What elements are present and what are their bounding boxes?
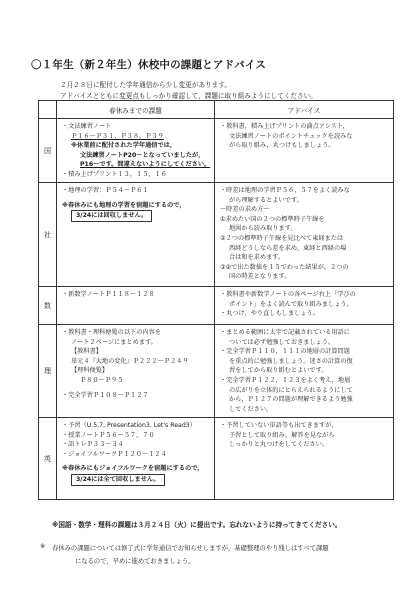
task-line: ノート２ページにまとめます。 xyxy=(71,338,157,346)
task-line: 文法練習ノートP20～となっていましたが， xyxy=(80,151,205,159)
table-header-row xyxy=(39,101,394,119)
tasks-science xyxy=(57,325,215,418)
advice-line: がら理解するとよいです。 xyxy=(229,196,303,204)
advice-line: ②２つの標準時子午線を見比べて東経または xyxy=(220,234,344,242)
task-line: ・完全学習Ｐ１０８～Ｐ１２７ xyxy=(62,391,149,399)
advice-line: ③②で出た数値を１５でわった結果が，２つの xyxy=(220,263,349,271)
tasks-math xyxy=(57,287,215,325)
advice-line: ・予習していない単語等も出てきますが， xyxy=(220,422,338,429)
advice-line: ・完全学習Ｐ１２２，１２３をよく考え，地層 xyxy=(220,376,351,384)
task-line: ・ジョイフルワークＰ１２０～１２４ xyxy=(62,450,167,458)
tasks-english xyxy=(57,418,215,500)
advice-line: ・まとめる範囲に太字で記載されている用語に xyxy=(220,329,350,336)
advice-line: ・教科書や新数学ノートの各ページ右上「学びの xyxy=(220,291,356,298)
task-line: 【理科便覧】 xyxy=(71,367,109,375)
task-line: 単元４『大地の変化』Ｐ２２２～Ｐ２４９ xyxy=(71,357,189,365)
advice-social xyxy=(215,183,394,287)
table-row-english xyxy=(39,418,394,500)
task-line: Ｐ８０～Ｐ９５ xyxy=(80,376,124,384)
subject-japanese: 国 xyxy=(39,119,57,183)
table-row-math xyxy=(39,287,394,325)
task-line: ※休業前に配付された学年通信では， xyxy=(71,142,177,150)
task-line: ・予習（U.5,7, Presentation3, Let's Read3） xyxy=(62,422,196,429)
advice-english xyxy=(215,418,394,500)
closing-note-line-2: になるので，早めに進めておきましょう。 xyxy=(75,558,195,565)
no-collection-badge: 3/24には全て回収しません。 xyxy=(71,474,165,486)
table-row-japanese xyxy=(39,119,394,183)
task-line: ・新数学ノートＰ１１８～１２８ xyxy=(62,291,155,298)
advice-line: ・丸つけ，やり直しもしましょう。 xyxy=(220,310,319,318)
advice-line: ついては必ず勉強しておきましょう。 xyxy=(229,338,335,346)
tasks-japanese xyxy=(57,119,215,183)
advice-math xyxy=(215,287,394,325)
header-advice: アドバイス xyxy=(215,101,394,119)
tasks-social xyxy=(57,183,215,287)
task-line: ※春休みにもジョイフルワークを宿題にするので， xyxy=(62,465,204,473)
advice-line: から，Ｐ１２７の問題が理解できるよう勉強 xyxy=(229,396,353,404)
task-line: P16～です。間違えないようにしてください。 xyxy=(80,161,211,169)
advice-line: を重点的に勉強しましょう。迷さの計算の復 xyxy=(229,357,353,365)
header-subject xyxy=(39,101,57,119)
advice-line: ・時差は地理の学習Ｐ５６，５７をよく読みな xyxy=(220,187,350,194)
advice-line: 文法練習ノートのポイントチェックを読みな xyxy=(229,132,353,140)
task-line: ・語トレＰ３３～３４ xyxy=(62,441,124,449)
subject-social: 社 xyxy=(39,183,57,287)
advice-line: ～時差の求め方～ xyxy=(220,206,270,214)
submission-deadline-note: ※国語・数学・理科の課題は３月２４日（火）に提出です。忘れないように持ってきてください。 xyxy=(52,521,342,529)
no-collection-badge: 3/24には回収しません。 xyxy=(71,210,152,222)
advice-line: ・完全学習Ｐ１１０，１１１の地層の計算問題 xyxy=(220,348,350,356)
advice-line: がら取り組み，丸つけもしましょう。 xyxy=(229,142,335,150)
table-row-science xyxy=(39,325,394,418)
task-line: ・教科書・理科便覧の以下の内容を xyxy=(62,329,161,336)
subject-science: 理 xyxy=(39,325,57,418)
advice-line: ・教科書，積み上げプリントの満点アシスト， xyxy=(220,123,349,130)
note-mark: ※ xyxy=(40,543,46,550)
task-line: ・地理の学習：Ｐ５４～Ｐ６１ xyxy=(62,187,149,194)
page-title: 〇１年生（新２年生）休校中の課題とアドバイス xyxy=(31,59,267,71)
intro-line-2: アドバイスとともに変更点もしっかり確認して，課題に取り組みようにしてください。 xyxy=(60,92,317,100)
task-line: Ｐ１６～Ｐ３１，Ｐ３８，Ｐ３９ xyxy=(71,132,164,140)
advice-line: ポイント」をよく読んで取り組みましょう。 xyxy=(229,300,353,308)
closing-note-line-1: 春休みの課題については修了式に学年通信でお知らせしますが，基礎整理のやり残しはすべて課題 xyxy=(52,545,329,552)
advice-line: の広がりを立体的にとらえられるようにして xyxy=(229,386,353,394)
assignment-table xyxy=(38,100,394,500)
header-tasks: 春休みまでの課題 xyxy=(57,101,215,119)
subject-english: 英 xyxy=(39,418,57,500)
task-line: 【教科書】 xyxy=(71,348,102,356)
intro-line-1: ２月２８日に配付した学年通信から少し変更があります。 xyxy=(60,81,231,89)
advice-line: 国の時差となります。 xyxy=(229,273,291,281)
advice-line: 習をしてから取り組むとよいです。 xyxy=(229,367,328,375)
advice-line: 地図から読み取ります。 xyxy=(229,225,297,233)
task-line: ・文法練習ノート xyxy=(62,123,112,130)
advice-line: 合は和を求めます。 xyxy=(229,254,285,262)
advice-line: ①求めたい国の２つの標準時子午線を xyxy=(220,215,325,223)
advice-science xyxy=(215,325,394,418)
advice-line: 予習として取り組み，解答を見ながら xyxy=(229,431,335,439)
task-line: ※春休みにも地理の学習を宿題にするので， xyxy=(62,201,186,209)
advice-line: してください。 xyxy=(229,405,273,413)
advice-line: 西経どうしなら差を求め，東経と西経の場 xyxy=(229,244,347,252)
subject-math: 数 xyxy=(39,287,57,325)
table-row-social xyxy=(39,183,394,287)
task-line: ・授業ノートＰ５６～５７，７０ xyxy=(62,431,155,439)
advice-line: しっかりと丸つけをしてください。 xyxy=(229,441,328,449)
task-line: ・積み上げプリント１３，１５，１６ xyxy=(62,170,167,178)
advice-japanese xyxy=(215,119,394,183)
